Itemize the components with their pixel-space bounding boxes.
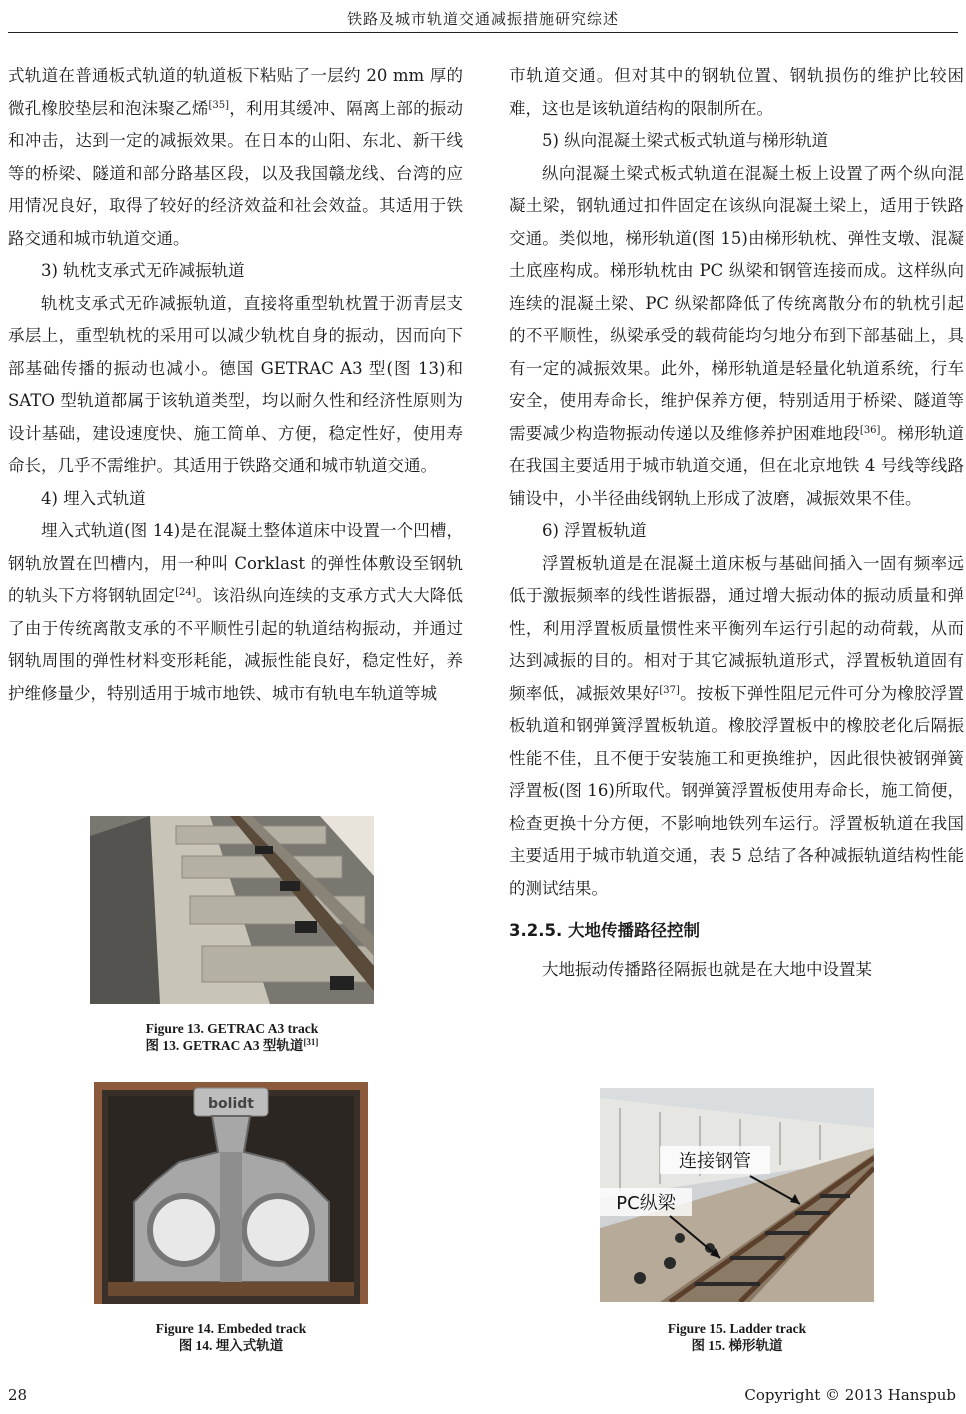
subheading-6: 6) 浮置板轨道 bbox=[542, 521, 647, 540]
text: 式轨道在普通板式轨道的轨道板下粘贴了一层约 20 mm 厚的微孔橡胶垫层和泡沫聚乙烯 bbox=[8, 66, 463, 118]
getrac-track-photo bbox=[90, 816, 374, 1004]
text: ，利用其缓冲、隔离上部的振动和冲击，达到一定的减振效果。在日本的山阳、东北、新干线等的桥梁、隧道和部分路基区段，以及我国赣龙线、台湾的应用情况良好，取得了较好的经济效益和社会效益。其适用于铁路交通和城市轨道交通。 bbox=[8, 98, 464, 248]
paragraph-ladder-track bbox=[509, 158, 964, 516]
page-number: 28 bbox=[8, 1386, 28, 1404]
caption-en: Figure 15. Ladder track bbox=[667, 1321, 807, 1336]
caption-en: Figure 14. Embeded track bbox=[155, 1321, 307, 1336]
bolidt-logo: bolidt bbox=[208, 1096, 254, 1112]
citation[interactable]: [35] bbox=[208, 99, 230, 111]
caption-cn-text: 图 13. GETRAC A3 型轨道 bbox=[145, 1038, 304, 1053]
paragraph-embedded-track bbox=[8, 515, 463, 710]
subheading-4: 4) 埋入式轨道 bbox=[41, 488, 146, 508]
citation[interactable]: [36] bbox=[859, 424, 881, 436]
citation[interactable]: [24] bbox=[175, 587, 196, 598]
caption-cn: 图 14. 埋入式轨道 bbox=[178, 1338, 284, 1353]
text: 。该沿纵向连续的支承方式大大降低了由于传统离散支承的不平顺性引起的轨道结构振动，并通过钢轨周围的弹性材料变形耗能，减振性能良好，稳定性好，养护维修量少，特别适用于城市地铁、城市有轨电车轨道等城 bbox=[8, 586, 464, 703]
embedded-rail-photo bbox=[94, 1082, 368, 1304]
text: 。按板下弹性阻尼元件可分为橡胶浮置板轨道和钢弹簧浮置板轨道。橡胶浮置板中的橡胶老化后隔振性能不佳，且不便于安装施工和更换维护，因此很快被钢弹簧浮置板(图 16)所取代。钢弹簧浮置板使用寿命长，施工简便，检查更换十分方便，不影响地铁列车运行。浮置板轨道在我国主要适用于城市轨道交通，表 5 总结了各种减振轨道结构性能的测试结果。 bbox=[509, 683, 965, 898]
figure-15-caption bbox=[600, 1320, 874, 1354]
running-title: 铁路及城市轨道交通减振措施研究综述 bbox=[346, 10, 619, 28]
figure-14-image bbox=[94, 1082, 368, 1304]
header-rule bbox=[8, 32, 958, 33]
text: 浮置板轨道是在混凝土道床板与基础间插入一固有频率远低于激振频率的线性谐振器，通过增大振动体的振动质量和弹性，利用浮置板质量惯性来平衡列车运行引起的动荷载，从而达到减振的目的。相对于其它减振轨道形式，浮置板轨道固有频率低，减振效果好 bbox=[509, 553, 964, 703]
figure-13-caption bbox=[90, 1020, 374, 1054]
citation[interactable]: [31] bbox=[303, 1037, 319, 1047]
paragraph-sleeper-track: 轨枕支承式无砟减振轨道，直接将重型轨枕置于沥青层支承层上，重型轨枕的采用可以减少轨枕自身的振动，因而向下部基础传播的振动也减小。德国 GETRAC A3 型(图 13)和 SATO 型轨道都属于该轨道类型，均以耐久性和经济性原则为设计基础，建设速度快、施工简单、方便，稳定性好，使用寿命长，几乎不需维护。其适用于铁路交通和城市轨道交通。 bbox=[8, 293, 463, 475]
subheading-3: 3) 轨枕支承式无砟减振轨道 bbox=[41, 261, 245, 280]
figure-13-image bbox=[90, 816, 374, 1004]
right-column bbox=[509, 60, 964, 986]
label-pc-beam: PC纵梁 bbox=[616, 1193, 676, 1214]
caption-cn: 图 15. 梯形轨道 bbox=[691, 1338, 783, 1353]
text: 埋入式轨道(图 14)是在混凝土整体道床中设置一个凹槽，钢轨放置在凹槽内，用一种叫 Corklast 的弹性体敷设至钢轨的轨头下方将钢轨固定 bbox=[8, 521, 463, 605]
section-heading: 3.2.5. 大地传播路径控制 bbox=[509, 921, 700, 940]
paragraph-ground-path: 大地振动传播路径隔振也就是在大地中设置某 bbox=[542, 959, 872, 979]
ladder-track-photo bbox=[600, 1088, 874, 1302]
copyright: Copyright © 2013 Hanspub bbox=[744, 1386, 956, 1404]
caption-en: Figure 13. GETRAC A3 track bbox=[145, 1021, 319, 1036]
subheading-5: 5) 纵向混凝土梁式板式轨道与梯形轨道 bbox=[542, 131, 829, 150]
figure-14-caption bbox=[94, 1320, 368, 1354]
figure-15-image bbox=[600, 1088, 874, 1302]
paragraph-continued bbox=[8, 60, 463, 255]
left-column bbox=[8, 60, 463, 710]
label-connecting-pipe: 连接钢管 bbox=[679, 1151, 751, 1172]
citation[interactable]: [37] bbox=[659, 684, 680, 696]
caption-cn bbox=[90, 1037, 374, 1054]
text: 。梯形轨道在我国主要适用于城市轨道交通，但在北京地铁 4 号线等线路铺设中，小半径曲线钢轨上形成了波磨，减振效果不佳。 bbox=[509, 423, 965, 508]
paragraph-continued: 市轨道交通。但对其中的钢轨位置、钢轨损伤的维护比较困难，这也是该轨道结构的限制所在。 bbox=[509, 66, 964, 118]
paragraph-floating-slab bbox=[509, 548, 964, 906]
text: 纵向混凝土梁式板式轨道在混凝土板上设置了两个纵向混凝土梁，钢轨通过扣件固定在该纵向混凝土梁上，适用于铁路交通。类似地，梯形轨道(图 15)由梯形轨枕、弹性支墩、混凝土底座构成。梯形轨枕由 PC 纵梁和钢管连接而成。这样纵向连续的混凝土梁、PC 纵梁都降低了传统离散分布的轨枕引起的不平顺性，纵梁承受的载荷能均匀地分布到下部基础上，具有一定的减振效果。此外，梯形轨道是轻量化轨道系统，行车安全，使用寿命长，维护保养方便，特别适用于桥梁、隧道等需要减少构造物振动传递以及维修养护困难地段 bbox=[509, 163, 964, 443]
